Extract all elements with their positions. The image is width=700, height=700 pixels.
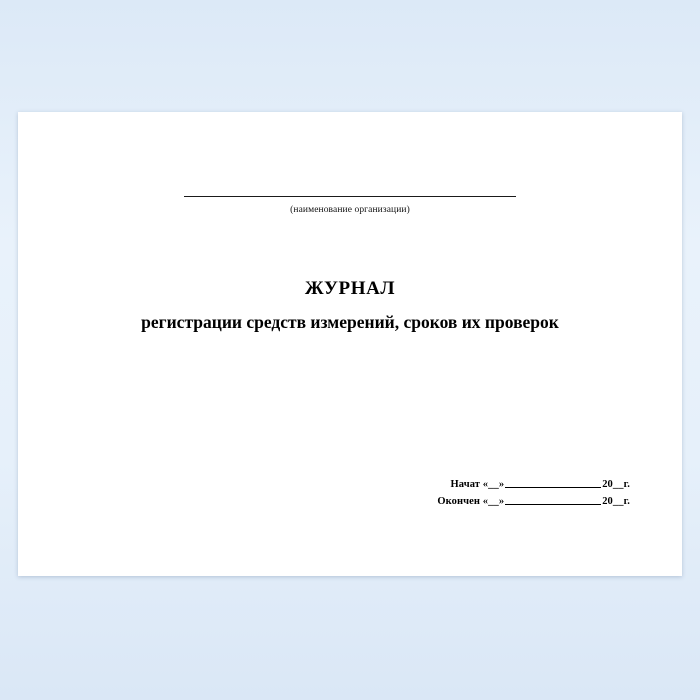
organization-block — [18, 184, 682, 215]
finished-blank-line — [505, 504, 601, 505]
dates-block — [437, 477, 630, 510]
started-blank-line — [505, 487, 601, 488]
date-row-finished — [437, 494, 630, 510]
started-year: 20__г. — [602, 479, 630, 491]
title-block — [18, 278, 682, 334]
page-title: ЖУРНАЛ — [304, 278, 396, 299]
finished-year: 20__г. — [602, 495, 630, 507]
organization-caption: (наименование организации) — [290, 205, 410, 215]
date-row-started — [437, 477, 630, 493]
finished-label: Окончен «__» — [437, 495, 505, 507]
started-label: Начат «__» — [450, 479, 505, 491]
organization-blank-line — [184, 195, 516, 197]
document-sheet — [18, 112, 682, 576]
page-subtitle: регистрации средств измерений, сроков их проверок — [141, 311, 559, 332]
